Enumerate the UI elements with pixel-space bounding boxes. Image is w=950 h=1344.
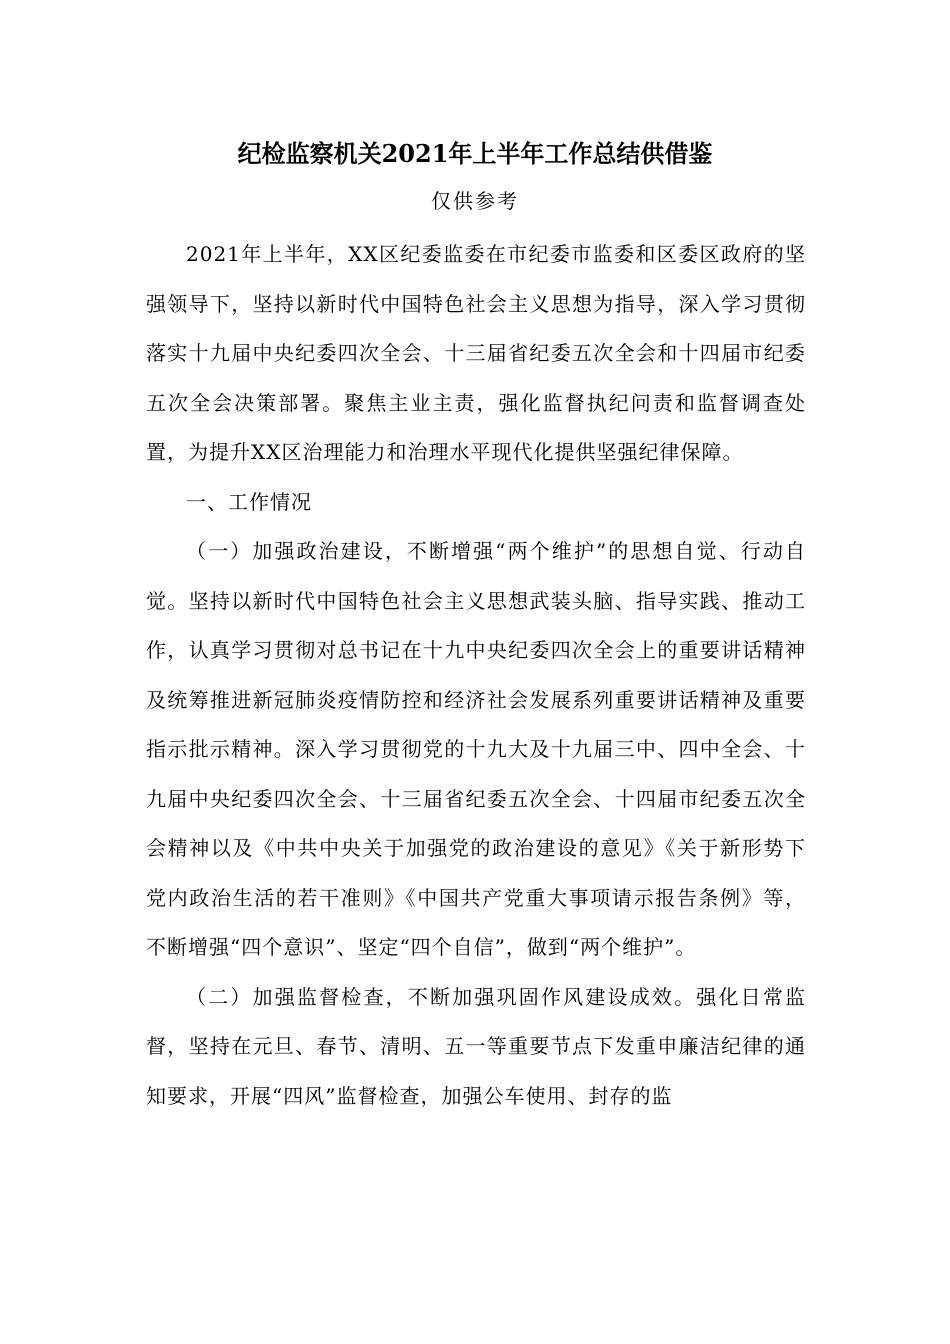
document-title: 纪检监察机关2021年上半年工作总结供借鉴 [237,139,713,168]
intro-paragraph: 2021年上半年，XX区纪委监委在市纪委市监委和区委区政府的坚强领导下，坚持以新时代中国特色社会主义思想为指导，深入学习贯彻落实十九届中央纪委四次全会、十三届省纪委五次全会和十四届市纪委五次全会决策部署。聚焦主业主责，强化监督执纪问责和监督调查处置，为提升XX区治理能力和治理水平现代化提供坚强纪律保障。 [146,242,806,464]
section-paragraph-2: （二）加强监督检查，不断加强巩固作风建设成效。强化日常监督，坚持在元旦、春节、清明、五一等重要节点下发重申廉洁纪律的通知要求，开展“四风”监督检查，加强公车使用、封存的监 [146,984,806,1108]
document-subtitle: 仅供参考 [431,189,519,213]
document-body [146,230,806,1121]
section-paragraph-1: （一）加强政治建设，不断增强“两个维护”的思想自觉、行动自觉。坚持以新时代中国特色社会主义思想武装头脑、指导实践、推动工作，认真学习贯彻对总书记在十九中央纪委四次全会上的重要讲话精神及统筹推进新冠肺炎疫情防控和经济社会发展系列重要讲话精神及重要指示批示精神。深入学习贯彻党的十九大及十九届三中、四中全会、十九届中央纪委四次全会、十三届省纪委五次全会、十四届市纪委五次全会精神以及《中共中央关于加强党的政治建设的意见》《关于新形势下党内政治生活的若干准则》《中国共产党重大事项请示报告条例》等，不断增强“四个意识”、坚定“四个自信”，做到“两个维护”。 [146,539,806,959]
section-heading: 一、工作情况 [186,489,312,514]
